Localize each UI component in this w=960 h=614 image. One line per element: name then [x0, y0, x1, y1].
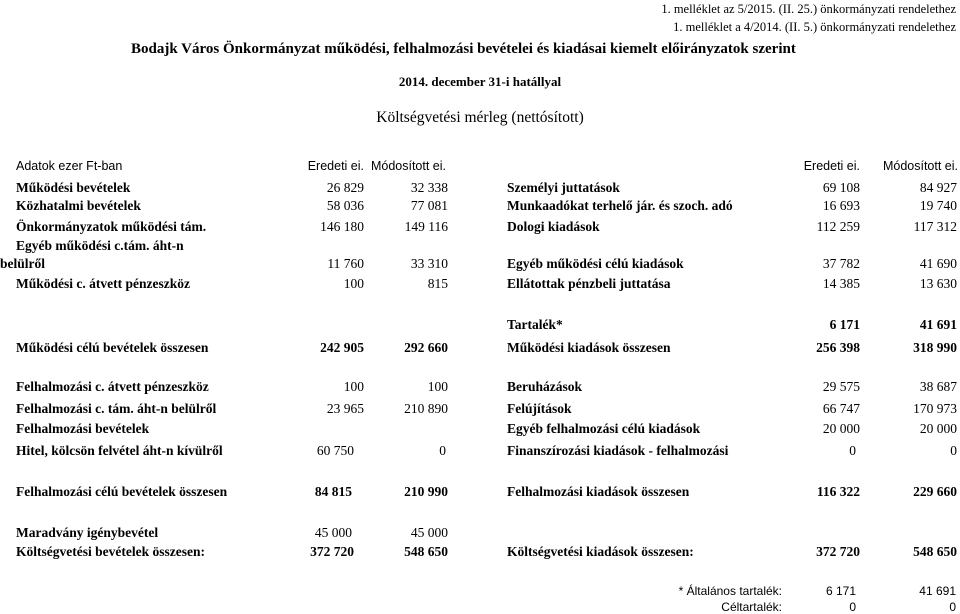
row-right-label: Költségvetési kiadások összesen: — [507, 544, 694, 559]
row-left-original: 100 — [343, 276, 364, 291]
row-right-original: 66 747 — [822, 401, 860, 416]
row-right-label: Ellátottak pénzbeli juttatása — [507, 276, 671, 291]
row-right-original: 256 398 — [816, 340, 860, 355]
balance-caption: Költségvetési mérleg (nettósított) — [376, 109, 584, 126]
row-left-label: Felhalmozási c. átvett pénzeszköz — [16, 379, 209, 394]
row-left-label: Maradvány igénybevétel — [16, 525, 159, 540]
row-left-modified: 210 990 — [404, 484, 448, 499]
row-left-label-line1: Egyéb működési c.tám. áht-n — [16, 238, 184, 253]
col-original-right: Eredeti ei. — [803, 159, 860, 173]
row-right-original: 6 171 — [829, 317, 860, 332]
row-left-modified: 45 000 — [410, 525, 448, 540]
target-reserve-original: 0 — [849, 600, 856, 614]
row-right-original: 0 — [849, 443, 856, 458]
row-right-modified: 170 973 — [913, 401, 957, 416]
row-left-label: Felhalmozási bevételek — [16, 421, 150, 436]
row-left-label: Működési célú bevételek összesen — [16, 340, 209, 355]
row-right-modified: 19 740 — [919, 198, 957, 213]
row-left-original: 372 720 — [310, 544, 354, 559]
target-reserve-modified: 0 — [949, 600, 956, 614]
row-right-modified: 117 312 — [913, 219, 957, 234]
row-right-original: 29 575 — [822, 379, 860, 394]
row-right-modified: 548 650 — [913, 544, 957, 559]
row-left-modified: 815 — [427, 276, 448, 291]
row-left-modified: 292 660 — [404, 340, 448, 355]
general-reserve-modified: 41 691 — [919, 584, 956, 598]
row-left-original: 23 965 — [326, 401, 364, 416]
unit-label: Adatok ezer Ft-ban — [16, 159, 123, 173]
row-right-modified: 84 927 — [919, 180, 957, 195]
row-left-original: 58 036 — [326, 198, 364, 213]
row-right-label: Személyi juttatások — [507, 180, 620, 195]
row-left-modified: 32 338 — [410, 180, 448, 195]
general-reserve-original: 6 171 — [825, 584, 856, 598]
row-left-label: Önkormányzatok működési tám. — [16, 219, 207, 234]
row-right-label: Beruházások — [507, 379, 583, 394]
row-left-label: Felhalmozási c. tám. áht-n belülről — [16, 401, 217, 416]
document-title: Bodajk Város Önkormányzat működési, felhalmozási bevételei és kiadásai kiemelt előirányzatok szerint — [131, 41, 796, 57]
row-left-label: belülről — [0, 256, 46, 271]
row-left-modified: 77 081 — [410, 198, 448, 213]
row-right-label: Egyéb működési célú kiadások — [507, 256, 684, 271]
document-subtitle: 2014. december 31-i hatállyal — [398, 74, 562, 89]
row-right-modified: 41 691 — [919, 317, 957, 332]
row-left-original: 45 000 — [314, 525, 352, 540]
row-right-label: Felhalmozási kiadások összesen — [507, 484, 690, 499]
row-left-label: Hitel, kölcsön felvétel áht-n kívülről — [16, 443, 223, 458]
row-right-label: Munkaadókat terhelő jár. és szoch. adó — [507, 198, 733, 213]
row-left-label: Működési bevételek — [16, 180, 131, 195]
row-right-original: 16 693 — [822, 198, 860, 213]
row-left-original: 242 905 — [320, 340, 364, 355]
row-right-modified: 318 990 — [913, 340, 957, 355]
row-right-modified: 229 660 — [913, 484, 957, 499]
row-left-modified: 100 — [427, 379, 448, 394]
row-right-modified: 13 630 — [919, 276, 957, 291]
row-right-original: 20 000 — [822, 421, 860, 436]
row-right-original: 372 720 — [816, 544, 860, 559]
row-right-label: Egyéb felhalmozási célú kiadások — [507, 421, 701, 436]
general-reserve-label: * Általános tartalék: — [678, 584, 782, 598]
header-note-1: 1. melléklet az 5/2015. (II. 25.) önkormányzati rendelethez — [661, 2, 956, 16]
row-left-modified: 548 650 — [404, 544, 448, 559]
row-right-modified: 20 000 — [919, 421, 957, 436]
row-right-label: Tartalék* — [507, 317, 563, 332]
row-left-modified: 210 890 — [404, 401, 448, 416]
row-left-label: Költségvetési bevételek összesen: — [16, 544, 205, 559]
row-right-modified: 41 690 — [919, 256, 957, 271]
row-left-label: Közhatalmi bevételek — [16, 198, 141, 213]
row-right-original: 69 108 — [822, 180, 860, 195]
row-left-modified: 33 310 — [410, 256, 448, 271]
row-right-label: Finanszírozási kiadások - felhalmozási — [507, 443, 729, 458]
row-right-label: Felújítások — [507, 401, 572, 416]
target-reserve-label: Céltartalék: — [721, 600, 782, 614]
row-left-original: 84 815 — [314, 484, 352, 499]
row-right-original: 14 385 — [822, 276, 860, 291]
row-right-original: 112 259 — [816, 219, 860, 234]
row-right-original: 116 322 — [816, 484, 860, 499]
row-right-original: 37 782 — [822, 256, 860, 271]
row-left-original: 11 760 — [327, 256, 364, 271]
row-right-modified: 38 687 — [919, 379, 957, 394]
col-modified-left: Módosított ei. — [370, 159, 446, 173]
row-left-modified: 0 — [439, 443, 446, 458]
row-right-modified: 0 — [950, 443, 957, 458]
row-left-modified: 149 116 — [404, 219, 448, 234]
row-right-label: Dologi kiadások — [507, 219, 600, 234]
row-right-label: Működési kiadások összesen — [507, 340, 671, 355]
row-left-original: 26 829 — [326, 180, 364, 195]
col-original-left: Eredeti ei. — [307, 159, 364, 173]
row-left-label: Felhalmozási célú bevételek összesen — [16, 484, 228, 499]
row-left-original: 100 — [343, 379, 364, 394]
row-left-original: 60 750 — [316, 443, 354, 458]
row-left-label: Működési c. átvett pénzeszköz — [16, 276, 190, 291]
col-modified-right: Módosított ei. — [882, 159, 958, 173]
row-left-original: 146 180 — [320, 219, 364, 234]
header-note-2: 1. melléklet a 4/2014. (II. 5.) önkormányzati rendelethez — [673, 20, 956, 34]
